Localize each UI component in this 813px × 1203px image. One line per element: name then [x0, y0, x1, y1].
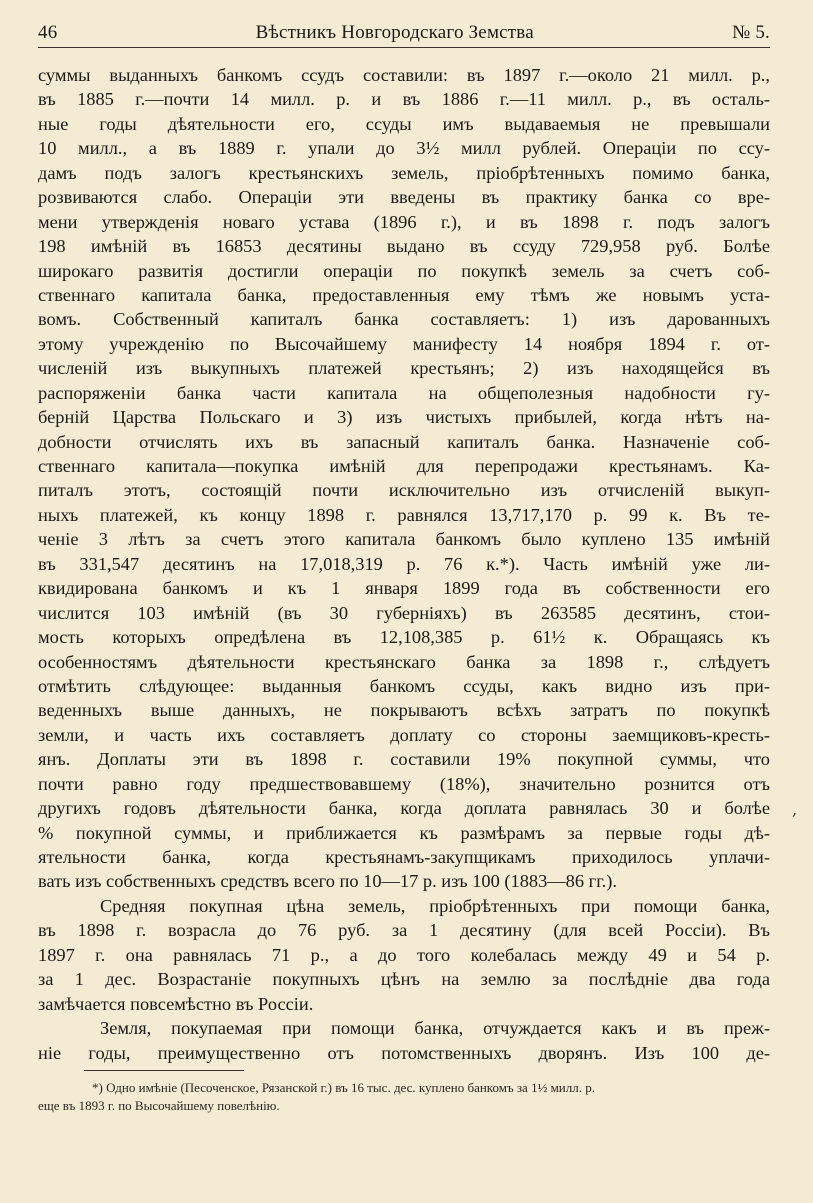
text-line: численій изъ выкупныхъ платежей крестьянъ; 2) изъ находящейся въ — [38, 358, 770, 379]
text-line: вать изъ собственныхъ средствъ всего по 10—17 р. изъ 100 (1883—86 гг.). — [38, 871, 618, 892]
body-text — [38, 63, 770, 1065]
text-line: мени утвержденія новаго устава (1896 г.), и въ 1898 г. подъ залогъ — [38, 211, 770, 232]
issue-number: № 5. — [732, 22, 770, 43]
running-header — [38, 20, 770, 46]
text-line: почти равно году предшествовавшему (18%), значительно рознится отъ — [38, 773, 770, 794]
text-line: % покупной суммы, и приближается къ размѣрамъ за первые годы дѣ- — [38, 822, 770, 843]
text-line: этому учрежденію по Высочайшему манифесту 14 ноября 1894 г. от- — [38, 333, 770, 354]
text-line: замѣчается повсемѣстно въ Россіи. — [38, 993, 314, 1014]
text-line: ственнаго капитала банка, предоставленныя ему тѣмъ же новымъ уста- — [38, 284, 770, 305]
text-line: ніе годы, преимущественно отъ потомственныхъ дворянъ. Изъ 100 де- — [38, 1042, 770, 1063]
text-line: мость которыхъ опредѣлена въ 12,108,385 р. 61½ к. Обращаясь къ — [38, 627, 770, 648]
text-line: числится 103 имѣній (въ 30 губерніяхъ) въ 263585 десятинъ, стои- — [38, 602, 770, 623]
text-line: берній Царства Польскаго и 3) изъ чистыхъ прибылей, когда нѣтъ на- — [38, 407, 770, 428]
margin-mark: , — [792, 800, 798, 819]
text-line: ченіе 3 лѣтъ за счетъ этого капитала банкомъ было куплено 135 имѣній — [38, 529, 770, 550]
text-line: Земля, покупаемая при помощи банка, отчуждается какъ и въ преж- — [100, 1018, 770, 1039]
journal-title: Вѣстникъ Новгородскаго Земства — [255, 22, 534, 43]
footnote-line: еще въ 1893 г. по Высочайшему повелѣнію. — [38, 1098, 280, 1113]
page-number: 46 — [38, 22, 58, 43]
text-line: ныхъ платежей, къ концу 1898 г. равнялся 13,717,170 р. 99 к. Въ те- — [38, 504, 770, 525]
text-line: 198 имѣній въ 16853 десятины выдано въ ссуду 729,958 руб. Болѣе — [38, 236, 770, 257]
text-line: розвиваются слабо. Операціи эти введены въ практику банка со вре- — [38, 187, 770, 208]
text-line: въ 1885 г.—почти 14 милл. р. и въ 1886 г.—11 милл. р., въ осталь- — [38, 89, 770, 110]
text-line: добности отчислять ихъ въ запасный капиталъ банка. Назначеніе соб- — [38, 431, 770, 452]
text-line: веденныхъ выше данныхъ, не покрываютъ всѣхъ затратъ по покупкѣ — [38, 700, 770, 721]
text-line: въ 1898 г. возрасла до 76 руб. за 1 десятину (для всей Россіи). Въ — [38, 920, 770, 941]
text-line: вомъ. Собственный капиталъ банка составляетъ: 1) изъ дарованныхъ — [38, 309, 770, 330]
text-line: отмѣтить слѣдующее: выданныя банкомъ ссуды, какъ видно изъ при- — [38, 675, 770, 696]
text-line: особенностямъ дѣятельности крестьянскаго банка за 1898 г., слѣдуетъ — [38, 651, 770, 672]
text-line: суммы выданныхъ банкомъ ссудъ составили: въ 1897 г.—около 21 милл. р., — [38, 65, 770, 85]
text-line: распоряженіи банка части капитала на общеполезныя надобности гу- — [38, 382, 770, 403]
text-line: въ 331,547 десятинъ на 17,018,319 р. 76 к.*). Часть имѣній уже ли- — [38, 553, 770, 574]
text-line: 1897 г. она равнялась 71 р., а до того колебалась между 49 и 54 р. — [38, 944, 770, 965]
text-line: питалъ этотъ, состоящій почти исключительно изъ отчисленій выкуп- — [38, 480, 770, 501]
text-line: янъ. Доплаты эти въ 1898 г. составили 19% покупной суммы, что — [38, 749, 770, 770]
footnote-rule — [84, 1070, 244, 1071]
text-line: ственнаго капитала—покупка имѣній для перепродажи крестьянамъ. Ка- — [38, 456, 770, 476]
text-line: ные годы дѣятельности его, ссуды имъ выдаваемыя не превышали — [38, 113, 770, 134]
text-line: квидирована банкомъ и къ 1 января 1899 года въ собственности его — [38, 578, 770, 599]
text-line: земли, и часть ихъ составляетъ доплату со стороны заемщиковъ-кресть- — [38, 724, 770, 745]
text-line: другихъ годовъ дѣятельности банка, когда доплата равнялась 30 и болѣе — [38, 798, 770, 819]
text-line: Средняя покупная цѣна земель, пріобрѣтенныхъ при помощи банка, — [100, 895, 770, 916]
text-line: дамъ подъ залогъ крестьянскихъ земель, пріобрѣтенныхъ помимо банка, — [38, 162, 770, 183]
text-line: 10 милл., а въ 1889 г. упали до 3½ милл рублей. Операціи по ссу- — [38, 138, 770, 159]
text-line: широкаго развитія достигли операціи по покупкѣ земель за счетъ соб- — [38, 260, 770, 281]
text-line: ятельности банка, когда крестьянамъ-закупщикамъ приходилось уплачи- — [38, 847, 770, 867]
text-line: за 1 дес. Возрастаніе покупныхъ цѣнъ на землю за послѣдніе два года — [38, 969, 770, 990]
footnote — [38, 1079, 778, 1115]
footnote-line: *) Одно имѣніе (Песоченское, Рязанской г.) въ 16 тыс. дес. куплено банкомъ за 1½ милл. р. — [92, 1080, 595, 1095]
header-rule — [38, 47, 770, 48]
